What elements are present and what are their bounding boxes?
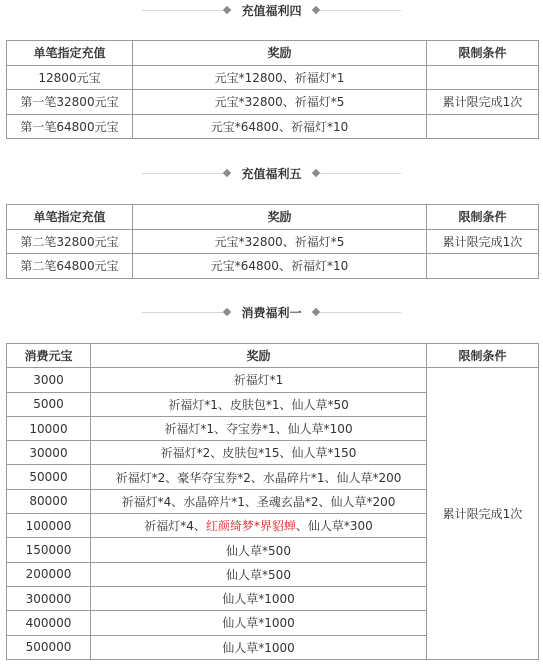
row-reward: 祈福灯*1、皮肤包*1、仙人草*50 (91, 392, 427, 416)
header-reward: 奖励 (133, 205, 427, 230)
row-amount: 150000 (7, 538, 91, 562)
row-reward: 祈福灯*2、豪华夺宝券*2、水晶碎片*1、仙人草*200 (91, 465, 427, 489)
row-condition: 12800元宝 (7, 65, 133, 90)
row-reward: 元宝*64800、祈福灯*10 (133, 254, 427, 279)
header-reward: 奖励 (91, 344, 427, 368)
row-reward: 祈福灯*1 (91, 368, 427, 392)
row-limit (427, 254, 539, 279)
header-reward: 奖励 (133, 41, 427, 66)
divider-right (316, 10, 401, 11)
table-row (7, 65, 539, 90)
row-reward: 仙人草*500 (91, 562, 427, 586)
row-reward: 元宝*12800、祈福灯*1 (133, 65, 427, 90)
row-limit (427, 65, 539, 90)
row-condition: 第一笔32800元宝 (7, 90, 133, 115)
row-limit: 累计限完成1次 (427, 229, 539, 254)
divider-right (316, 312, 401, 313)
table-row (7, 254, 539, 279)
table-row (7, 368, 539, 392)
section-title-text: 充值福利五 (241, 166, 302, 181)
row-amount: 100000 (7, 514, 91, 538)
header-condition: 单笔指定充值 (7, 205, 133, 230)
row-reward: 祈福灯*1、夺宝券*1、仙人草*100 (91, 416, 427, 440)
divider-right (316, 173, 401, 174)
header-limit: 限制条件 (427, 41, 539, 66)
section-title-text: 充值福利四 (241, 3, 302, 18)
row-amount: 10000 (7, 416, 91, 440)
divider-left (142, 10, 227, 11)
row-amount: 5000 (7, 392, 91, 416)
row-reward: 元宝*32800、祈福灯*5 (133, 229, 427, 254)
table-header-row (7, 344, 539, 368)
row-amount: 500000 (7, 635, 91, 659)
row-amount: 30000 (7, 441, 91, 465)
divider-left (142, 173, 227, 174)
reward-highlight: 红颜绮梦*界貂蝉 (205, 519, 296, 534)
section-title-spend-1 (0, 302, 543, 322)
table-row (7, 229, 539, 254)
row-reward: 祈福灯*2、皮肤包*15、仙人草*150 (91, 441, 427, 465)
header-limit: 限制条件 (427, 344, 539, 368)
section-title-text: 消费福利一 (241, 305, 302, 320)
row-reward: 仙人草*1000 (91, 586, 427, 610)
row-reward: 仙人草*500 (91, 538, 427, 562)
row-limit: 累计限完成1次 (427, 368, 539, 660)
section-title-recharge-5 (0, 163, 543, 183)
row-reward: 仙人草*1000 (91, 611, 427, 635)
row-amount: 300000 (7, 586, 91, 610)
header-amount: 消费元宝 (7, 344, 91, 368)
divider-left (142, 312, 227, 313)
row-limit: 累计限完成1次 (427, 90, 539, 115)
row-reward: 元宝*64800、祈福灯*10 (133, 114, 427, 139)
table-row (7, 114, 539, 139)
table-header-row (7, 41, 539, 66)
spend-1-table (6, 343, 539, 660)
row-reward: 仙人草*1000 (91, 635, 427, 659)
reward-text: 、仙人草*300 (295, 519, 373, 534)
table-header-row (7, 205, 539, 230)
row-reward: 祈福灯*4、水晶碎片*1、圣魂玄晶*2、仙人草*200 (91, 489, 427, 513)
row-reward: 元宝*32800、祈福灯*5 (133, 90, 427, 115)
header-limit: 限制条件 (427, 205, 539, 230)
recharge-4-table (6, 40, 539, 139)
row-condition: 第二笔64800元宝 (7, 254, 133, 279)
section-title-recharge-4 (0, 0, 543, 20)
row-amount: 80000 (7, 489, 91, 513)
row-condition: 第二笔32800元宝 (7, 229, 133, 254)
row-amount: 3000 (7, 368, 91, 392)
row-condition: 第一笔64800元宝 (7, 114, 133, 139)
header-condition: 单笔指定充值 (7, 41, 133, 66)
row-amount: 200000 (7, 562, 91, 586)
table-row (7, 90, 539, 115)
row-amount: 50000 (7, 465, 91, 489)
reward-text: 祈福灯*4、 (144, 519, 206, 534)
row-limit (427, 114, 539, 139)
recharge-5-table (6, 204, 539, 279)
row-amount: 400000 (7, 611, 91, 635)
row-reward (91, 514, 427, 538)
